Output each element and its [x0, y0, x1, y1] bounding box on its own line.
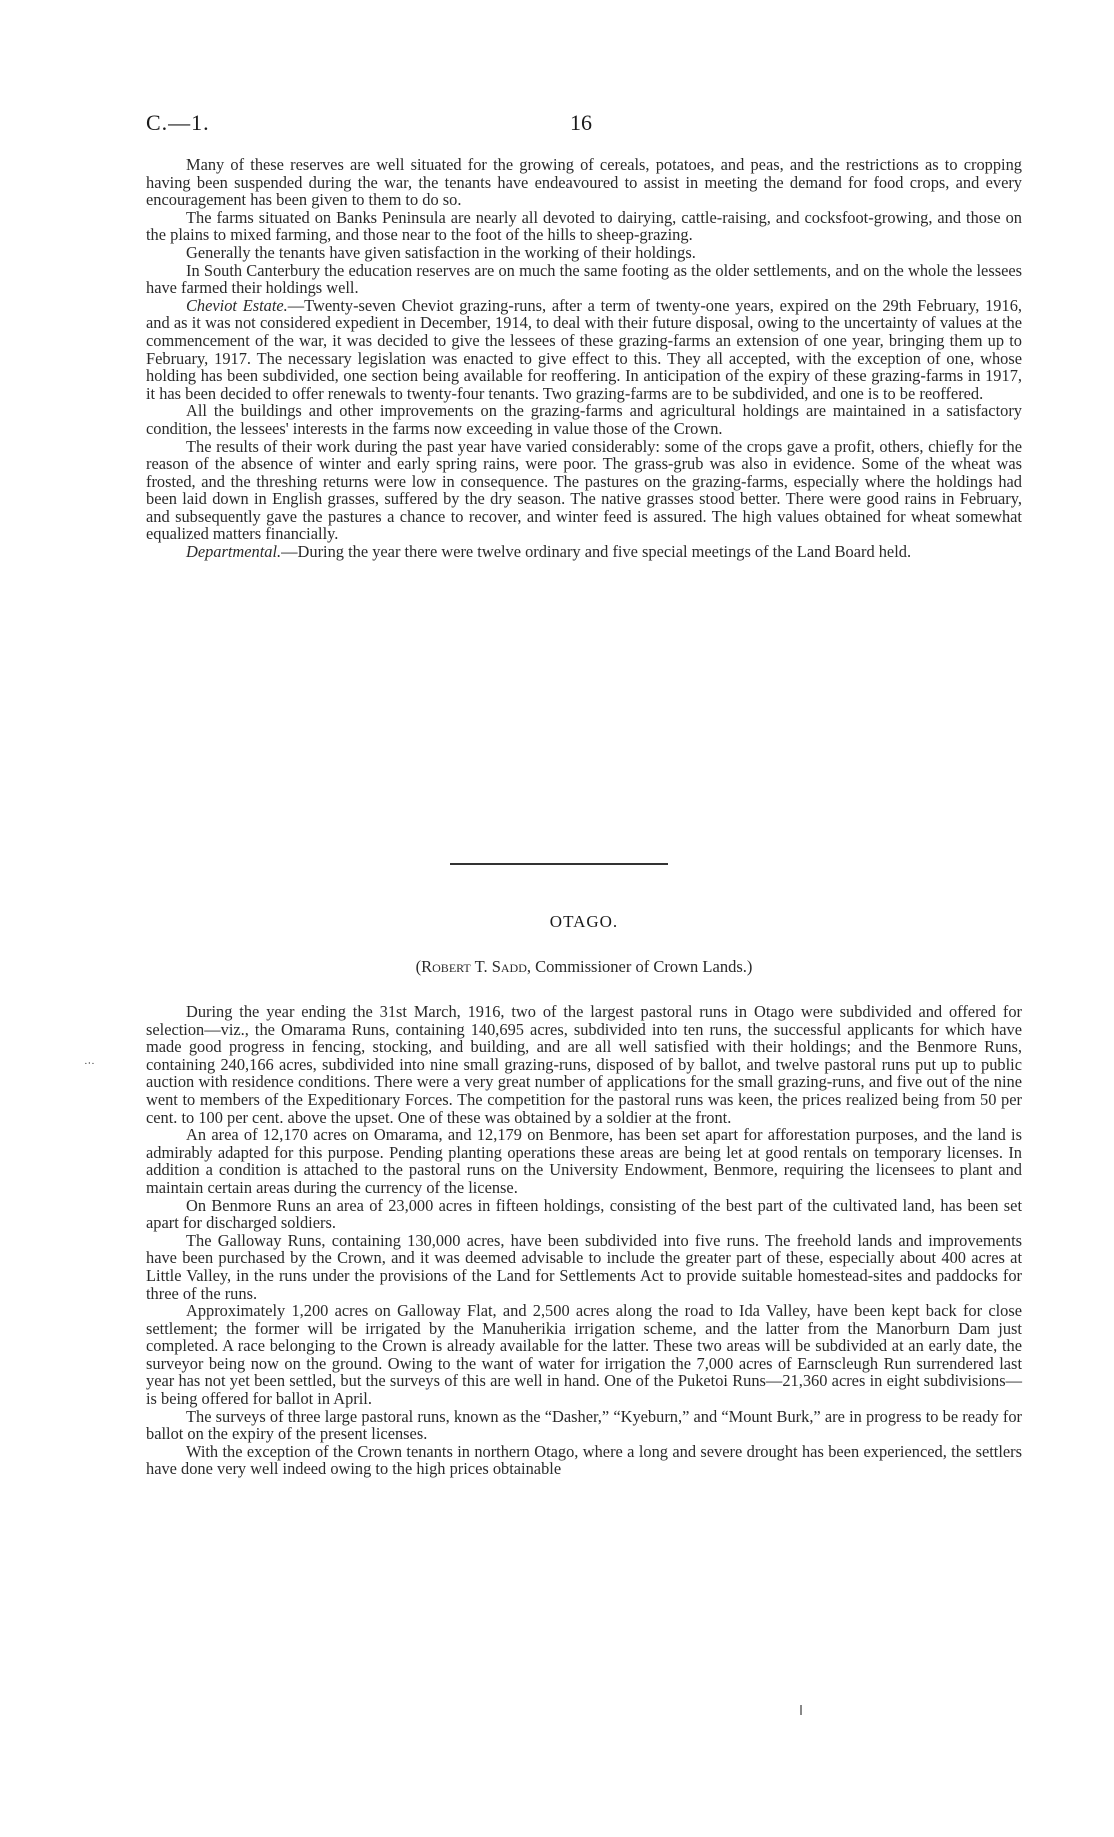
paragraph-banks-peninsula: The farms situated on Banks Peninsula are nearly all devoted to dairying, cattle-raising, and cocksfoot-growing, and those on the plains to mixed farming, and those near to the foot of the hills to sheep-grazing.	[146, 207, 1022, 245]
paragraph-results: The results of their work during the past year have varied considerably: some of the crops gave a profit, others, chiefly for the reason of the absence of winter and early spring rains, were poor. The grass-grub was also in evidence. Some of the wheat was frosted, and the threshing returns were low in consequence. The pastures on the grazing-farms, especially where the holdings had been laid down in English grasses, suffered by the dry season. The native grasses stood better. There were good rains in February, and subsequently gave the pastures a chance to recover, and winter feed is assured. The high values obtained for wheat somewhat equalized matters financially.	[146, 436, 1022, 544]
departmental-text: —During the year there were twelve ordinary and five special meetings of the Land Board held.	[281, 542, 912, 562]
cheviot-estate-text: —Twenty-seven Cheviot grazing-runs, after a term of twenty-one years, expired on the 29th February, 1916, and as it was not considered expedient in December, 1914, to deal with their future disposal, owing to the uncertainty of values at the commencement of the war, it was decided to give the lessees of these grazing-farms an extension of one year, bringing them up to February, 1917. The necessary legislation was enacted to give effect to this. They all accepted, with the exception of one, whose holding has been subdivided, one section being available for reoffering. In anticipation of the expiry of these grazing-farms in 1917, it has been decided to offer renewals to twenty-four tenants. Two grazing-farms are to be subdivided, and one is to be reoffered.	[146, 295, 1022, 403]
scan-speck: ·‧·	[84, 1058, 95, 1070]
paragraph-omarama-benmore: During the year ending the 31st March, 1916, two of the largest pastoral runs in Otago were subdivided and offered for selection—viz., the Omarama Runs, containing 140,695 acres, subdivided into ten runs, the successful applicants for which have made good progress in fencing, stocking, and building, and are all well satisfied with their holdings; and the Benmore Runs, containing 240,166 acres, subdivided into nine small grazing-runs, disposed of by ballot, and twelve pastoral runs put up to public auction with residence conditions. There were a very great number of applications for the small grazing-runs, and five out of the nine went to members of the Expeditionary Forces. The competition for the pastoral runs was keen, the prices realized being from 50 per cent. to 100 per cent. above the upset. One of these was obtained by a soldier at the front.	[146, 1002, 1022, 1127]
paragraph-improvements: All the buildings and other improvements on the grazing-farms and agricultural holdings are maintained in a satisfactory condition, the lessees' interests in the farms now exceeding in value those of the Crown.	[146, 401, 1022, 438]
canterbury-section	[146, 156, 1022, 561]
paragraph-cheviot-estate	[146, 297, 1022, 403]
section-divider	[450, 863, 668, 865]
paragraph-galloway-flat: Approximately 1,200 acres on Galloway Flat, and 2,500 acres along the road to Ida Valley, have been kept back for close settlement; the former will be irrigated by the Manuherikia irrigation scheme, and the latter from the Manorburn Dam just completed. A race belonging to the Crown is already available for the latter. These two areas will be subdivided at an early date, the surveyor being now on the ground. Owing to the want of water for irrigation the 7,000 acres of Earnscleugh Run surrendered last year has not yet been settled, but the surveys of this are well in hand. One of the Puketoi Runs—21,360 acres in eight subdivisions—is being offered for ballot in April.	[146, 1301, 1022, 1409]
paragraph-northern-otago: With the exception of the Crown tenants in northern Otago, where a long and severe drought has been experienced, the settlers have done very well indeed owing to the high prices obtainable	[146, 1441, 1022, 1479]
paragraph-south-canterbury: In South Canterbury the education reserves are on much the same footing as the older settlements, and on the whole the lessees have farmed their holdings well.	[146, 260, 1022, 298]
commissioner-open: (	[415, 957, 422, 976]
paragraph-pastoral-surveys: The surveys of three large pastoral runs, known as the “Dasher,” “Kyeburn,” and “Mount Burk,” are in progress to be ready for ballot on the expiry of the present licenses.	[146, 1406, 1022, 1444]
document-reference: C.—1.	[146, 110, 210, 135]
paragraph-galloway-runs: The Galloway Runs, containing 130,000 acres, have been subdivided into five runs. The freehold lands and improvements have been purchased by the Crown, and it was deemed advisable to include the greater part of these, especially about 400 acres at Little Valley, in the runs under the provisions of the Land for Settlements Act to provide suitable homestead-sites and paddocks for three of the runs.	[146, 1230, 1022, 1303]
otago-section	[146, 1003, 1022, 1478]
page-number: 16	[570, 110, 592, 135]
section-heading-otago: OTAGO.	[549, 912, 619, 931]
scan-mark	[800, 1705, 802, 1715]
commissioner-line	[146, 957, 1022, 977]
commissioner-title: , Commissioner of Crown Lands.)	[526, 957, 753, 976]
page-header	[146, 110, 1016, 140]
paragraph-reserves: Many of these reserves are well situated for the growing of cereals, potatoes, and peas, and the restrictions as to cropping having been suspended during the war, the tenants have endeavoured to assist in meeting the demand for food crops, and every encouragement has been given to them to do so.	[146, 155, 1022, 210]
paragraph-afforestation: An area of 12,170 acres on Omarama, and 12,179 on Benmore, has been set apart for afforestation purposes, and the land is admirably adapted for this purpose. Pending planting operations these areas are being let at good rentals on temporary licenses. In addition a condition is attached to the pastoral runs on the University Endowment, Benmore, requiring the licensees to plant and maintain certain areas during the currency of the license.	[146, 1125, 1022, 1197]
paragraph-tenants-satisfaction: Generally the tenants have given satisfaction in the working of their holdings.	[186, 242, 696, 262]
paragraph-departmental	[146, 543, 1022, 561]
paragraph-discharged-soldiers: On Benmore Runs an area of 23,000 acres in fifteen holdings, consisting of the best part of the cultivated land, has been set apart for discharged soldiers.	[146, 1195, 1022, 1233]
commissioner-name: Robert T. Sadd	[421, 957, 527, 976]
cheviot-estate-label: Cheviot Estate.	[186, 295, 288, 315]
departmental-label: Departmental.	[186, 542, 282, 562]
